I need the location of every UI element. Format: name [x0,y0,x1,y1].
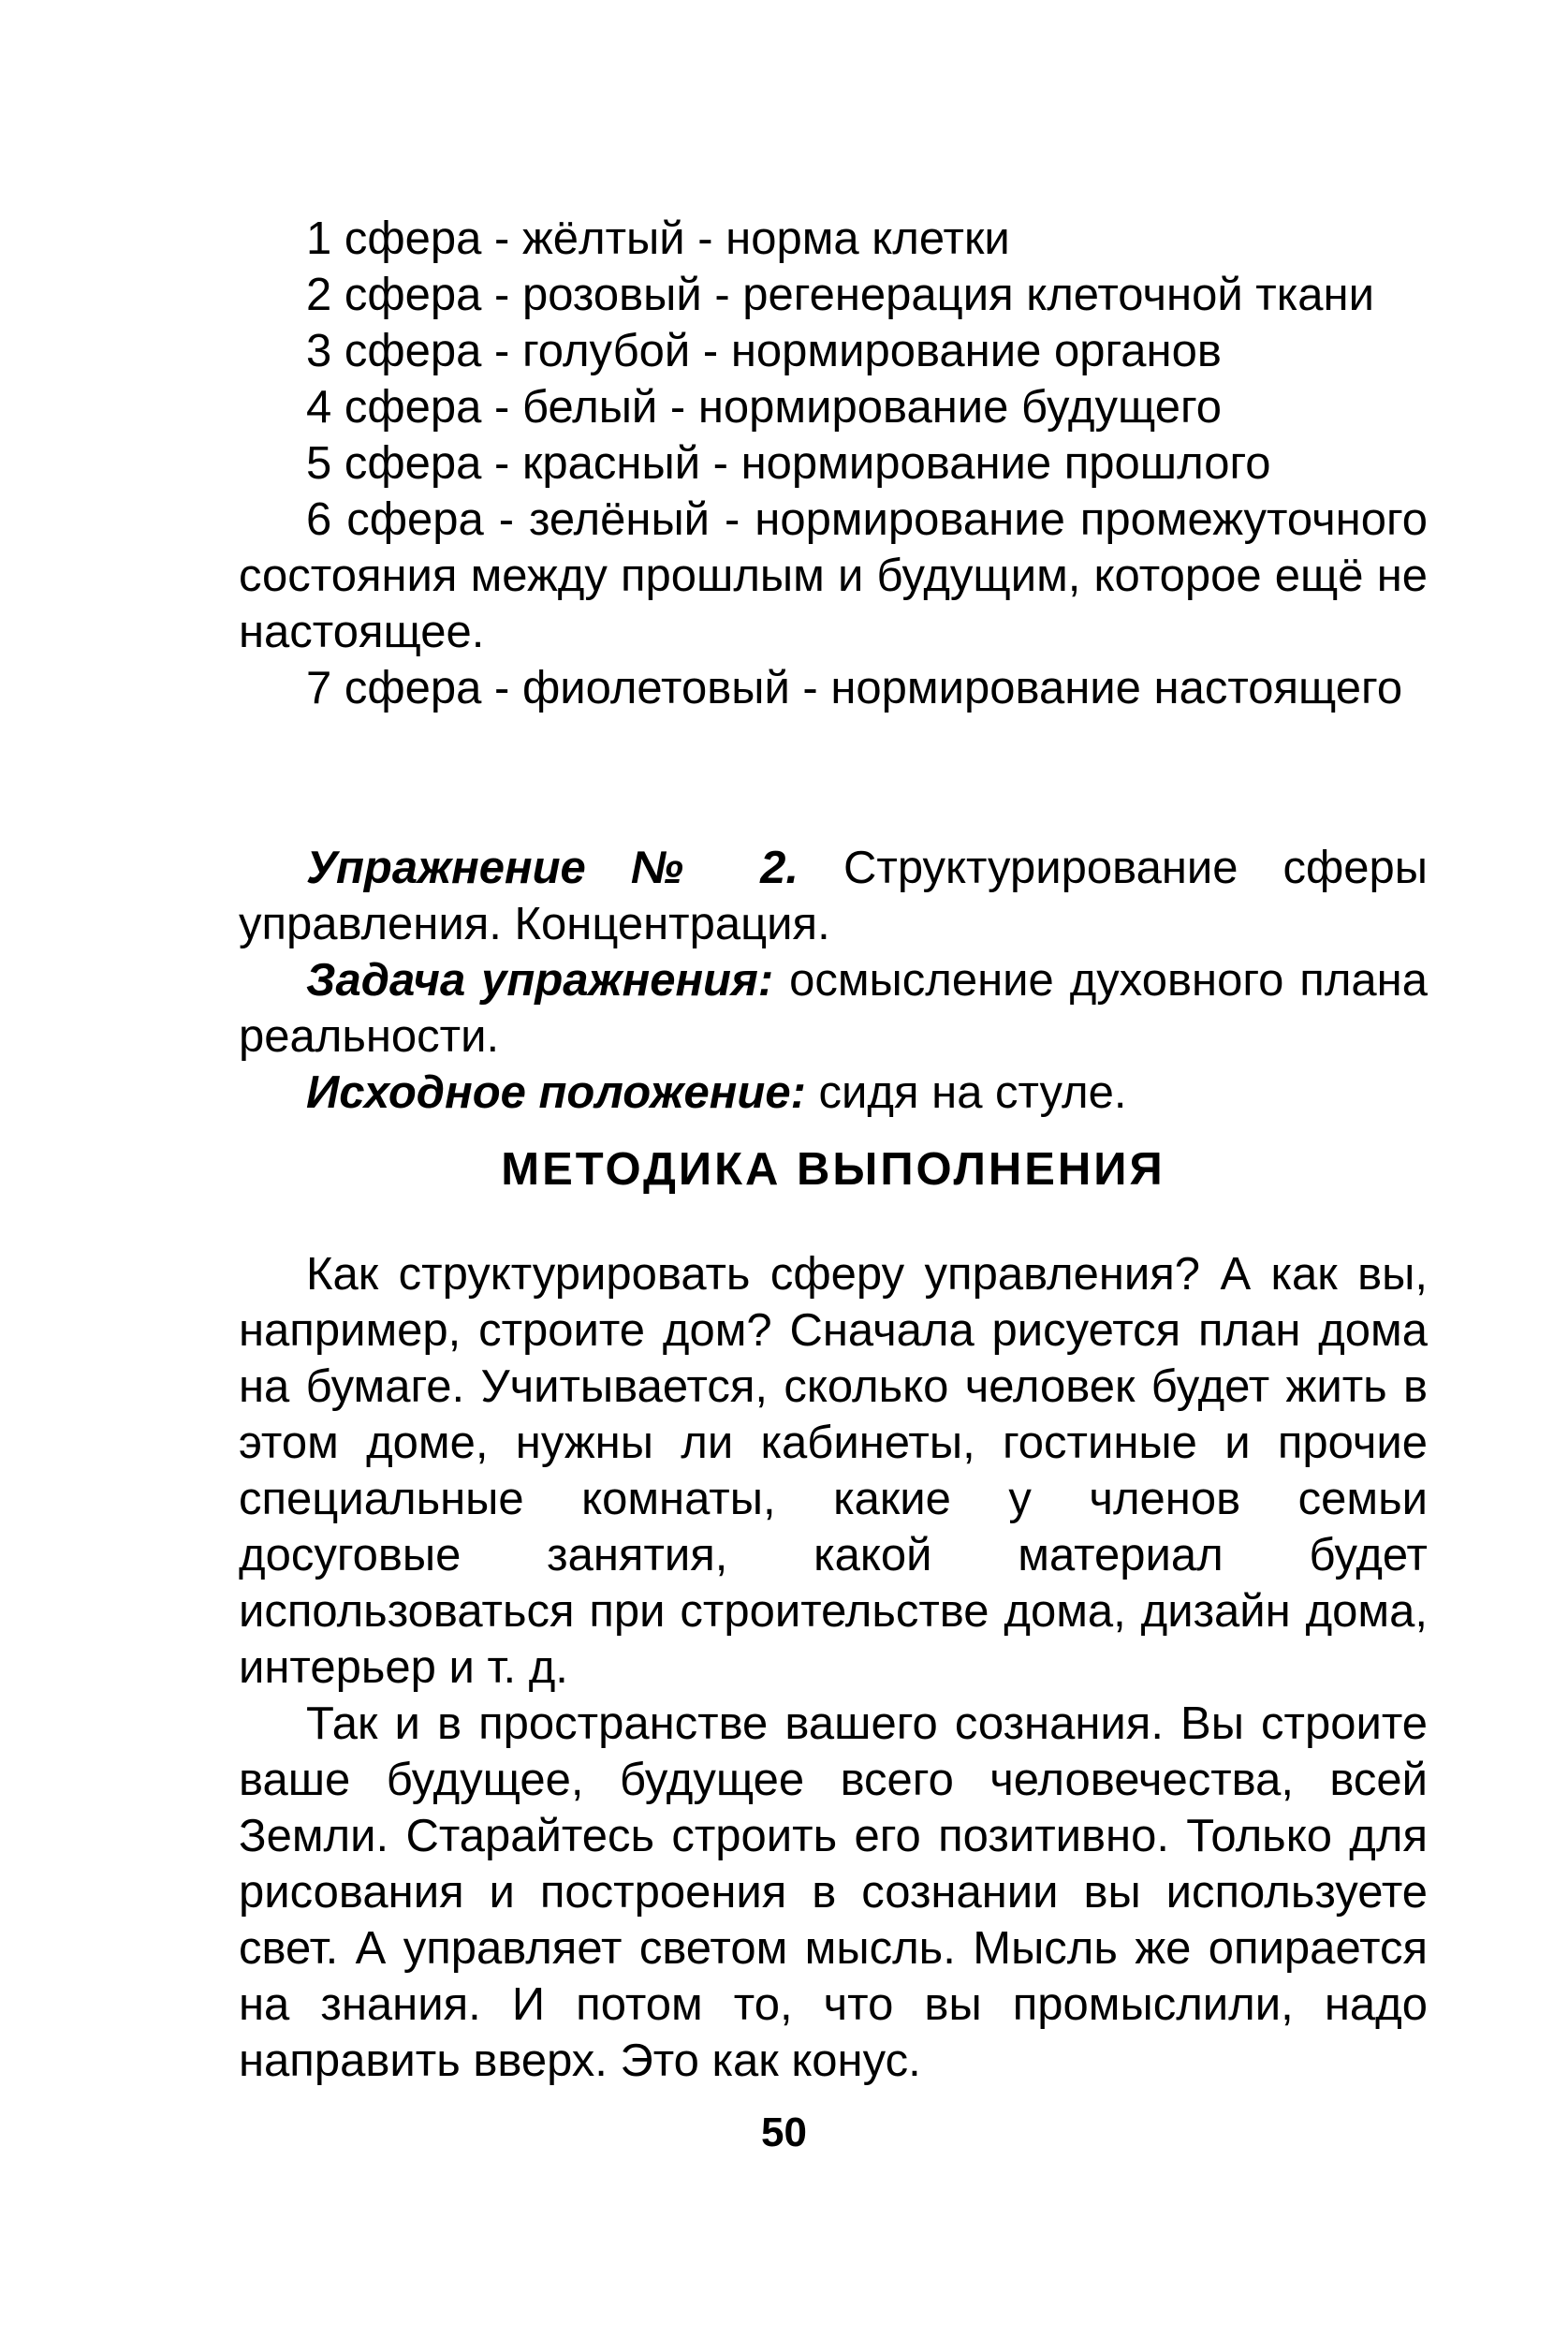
exercise-label: Упражнение № 2. [306,843,799,893]
position-label: Исходное положение: [306,1067,806,1118]
page-body [239,211,1428,2089]
sphere-line-2: 2 сфера - розовый - регенерация клеточной ткани [306,270,1374,320]
section-heading: МЕТОДИКА ВЫПОЛНЕНИЯ [501,1144,1165,1195]
task-text: осмысление духовного плана реальности. [239,955,1428,1062]
sphere-line-6: 6 сфера - зелёный - нормирование промежуточного состояния между прошлым и будущим, которое ещё не настоящее. [239,494,1428,657]
body-paragraph-2: Так и в пространстве вашего сознания. Вы строите ваше будущее, будущее всего человечества, всей Земли. Старайтесь строить его позитивно. Только для рисования и построения в сознании вы используете свет. А управляет светом мысль. Мысль же опирается на знания. И потом то, что вы промыслили, надо направить вверх. Это как конус. [239,1698,1428,2086]
sphere-line-3: 3 сфера - голубой - нормирование органов [306,326,1222,376]
sphere-line-1: 1 сфера - жёлтый - норма клетки [306,213,1010,264]
task-label: Задача упражнения: [306,955,774,1006]
exercise-paragraph [239,840,1428,952]
position-paragraph [239,1065,1428,1121]
sphere-line-5: 5 сфера - красный - нормирование прошлого [306,438,1271,489]
spacer [239,716,1428,840]
sphere-line-7: 7 сфера - фиолетовый - нормирование настоящего [306,663,1403,713]
spacer [239,1198,1428,1246]
exercise-text: Структурирование сферы управления. Концентрация. [239,843,1428,949]
task-paragraph [239,952,1428,1065]
position-text: сидя на стуле. [805,1067,1127,1118]
body-paragraph-1: Как структурировать сферу управления? А как вы, например, строите дом? Сначала рисуется план дома на бумаге. Учитывается, сколько человек будет жить в этом доме, нужны ли кабинеты, гостиные и прочие специальные комнаты, какие у членов семьи досуговые занятия, какой материал будет использоваться при строительстве дома, дизайн дома, интерьер и т. д. [239,1249,1428,1693]
sphere-line-4: 4 сфера - белый - нормирование будущего [306,382,1223,433]
page-number: 50 [761,2109,807,2155]
